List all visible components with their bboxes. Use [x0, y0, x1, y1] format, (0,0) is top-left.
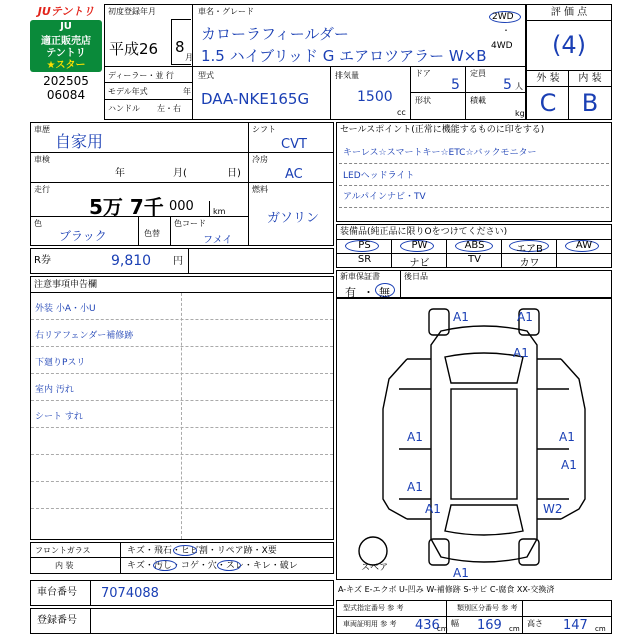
- mark-left-rear-door: A1: [407, 480, 423, 494]
- interior-label: 内 装: [55, 561, 74, 570]
- selling-point-1: キーレス☆スマートキー☆ETC☆バックモニター: [343, 148, 537, 158]
- recycle-label: R券: [34, 255, 51, 266]
- exterior-score: C: [539, 89, 557, 117]
- mark-right-rear-door: A1: [561, 458, 577, 472]
- logo-brand: JUテントリ: [30, 4, 102, 20]
- inspection-month: 月(: [173, 168, 187, 179]
- recycle-value: 9,810: [111, 253, 152, 269]
- load-label: 積載: [470, 96, 486, 105]
- mark-front-right: A1: [517, 310, 533, 324]
- mark-left-front-door: A1: [407, 430, 423, 444]
- glass-interior-box: [30, 542, 334, 574]
- width-unit: cm: [509, 625, 520, 633]
- mileage-label: 走行: [34, 185, 50, 194]
- load-unit: kg: [515, 109, 525, 118]
- capacity-label: 定員: [470, 69, 486, 78]
- warranty-no: 無: [379, 286, 390, 299]
- logo-line2: 適正販売店: [41, 36, 91, 47]
- note-line-2: 右リアフェンダー補修跡: [35, 331, 134, 341]
- equip-pw: PW: [411, 240, 428, 251]
- width-value: 169: [477, 618, 502, 633]
- note-line-1: 外装 小A・小U: [35, 304, 96, 314]
- equipment-label: 装備品(純正品に限りOをつけてください): [340, 227, 508, 237]
- glass-label: フロントガラス: [35, 546, 91, 555]
- grade-value: 1.5 ハイブリッド G エアロツアラー W×B: [201, 47, 487, 65]
- doors-value: 5: [451, 77, 460, 93]
- mileage-unit: km: [213, 207, 226, 216]
- equip-navi: ナビ: [409, 258, 430, 269]
- mark-right-front-door: A1: [559, 430, 575, 444]
- note-line-5: シート すれ: [35, 412, 83, 422]
- left-info-box: [30, 122, 334, 246]
- handle-label: ハンドル: [108, 104, 140, 113]
- note-line-4: 室内 汚れ: [35, 385, 74, 395]
- len-label2: 車両証明用 参 考: [343, 620, 397, 628]
- equip-airbag: エアB: [516, 244, 543, 255]
- cat-label: 類別区分番号 参 考: [457, 604, 518, 612]
- shape-label: 形状: [415, 96, 431, 105]
- logo: [30, 4, 102, 72]
- inspection-year: 年: [115, 168, 125, 179]
- drive-dot: ・: [502, 26, 510, 35]
- color-label: 色: [34, 219, 42, 228]
- car-outline: [337, 299, 611, 579]
- score-box: [526, 4, 612, 120]
- type-value: DAA-NKE165G: [201, 90, 310, 108]
- warranty-box: [336, 270, 612, 298]
- equip-leather: カワ: [519, 258, 540, 269]
- length-value: 436: [415, 618, 440, 633]
- color-code-label: 色コード: [174, 219, 206, 228]
- color-value: ブラック: [59, 229, 107, 243]
- mileage-000: 000: [169, 199, 194, 214]
- auction-number-bottom: 06084: [46, 88, 86, 102]
- warranty-label: 新車保証書: [340, 272, 380, 281]
- equip-tv: TV: [468, 254, 481, 265]
- model-year-label: モデル年式: [108, 87, 148, 96]
- color-change-label: 色替: [144, 229, 160, 238]
- interior-label: 内 装: [578, 73, 602, 84]
- height-label: 高さ: [527, 619, 543, 628]
- shift-value: CVT: [281, 137, 307, 152]
- damage-legend: A-キズ E-エクボ U-凹み W-補修跡 S-サビ C-腐食 XX-交換済: [338, 585, 555, 594]
- length-unit: cm: [437, 625, 448, 633]
- score-label: 評 価 点: [550, 7, 588, 18]
- mark-right-rear-fender: W2: [543, 502, 563, 516]
- carname-value: カローラフィールダー: [201, 25, 349, 43]
- dealer-label: ディーラー・並 行: [108, 71, 174, 80]
- selling-point-3: アルパインナビ・TV: [343, 192, 426, 202]
- reg-label: 初度登録年月: [108, 7, 156, 16]
- logo-line4: ★スター: [46, 60, 86, 71]
- drive-4wd: 4WD: [491, 41, 513, 51]
- chassis-box: [30, 580, 334, 606]
- height-value: 147: [563, 618, 588, 633]
- mark-hood: A1: [513, 346, 529, 360]
- interior-score: B: [581, 89, 599, 117]
- note-line-3: 下廻りPスリ: [35, 358, 86, 368]
- header-table: [104, 4, 526, 120]
- ac-value: AC: [285, 167, 303, 182]
- auction-number-top: 202505: [43, 74, 89, 88]
- equip-sr: SR: [357, 254, 372, 265]
- model-year-unit: 年: [183, 87, 191, 96]
- displacement-label: 排気量: [335, 71, 359, 80]
- displacement-value: 1500: [357, 89, 393, 105]
- handle-value: 左・右: [157, 104, 181, 113]
- equip-abs: ABS: [464, 240, 485, 251]
- auction-number: [26, 74, 106, 102]
- equip-aw: AW: [575, 240, 593, 251]
- equipment-box: [336, 224, 612, 268]
- fuel-value: ガソリン: [267, 211, 320, 226]
- mileage-value: 5万 7千: [89, 195, 164, 219]
- glass-items: キズ・飛石・ヒビ割・リペア跡・X要: [127, 546, 277, 556]
- chassis-value: 7074088: [101, 586, 159, 601]
- fuel-label: 燃料: [252, 185, 268, 194]
- capacity-value: 5: [503, 77, 512, 93]
- chassis-label: 車台番号: [37, 587, 77, 598]
- recycle-unit: 円: [173, 256, 183, 267]
- score-value: (4): [552, 31, 586, 59]
- dims-box: [336, 600, 612, 634]
- selling-points-box: [336, 122, 612, 222]
- width-label: 幅: [451, 619, 459, 628]
- registration-label: 登録番号: [37, 615, 77, 626]
- equip-ps: PS: [358, 240, 371, 251]
- exterior-label: 外 装: [536, 73, 560, 84]
- mark-rear-bumper: A1: [453, 566, 469, 579]
- mark-front-left: A1: [453, 310, 469, 324]
- reg-month-unit: 月: [185, 53, 193, 62]
- type-label: 型式: [198, 71, 214, 80]
- inspection-day: 日): [227, 168, 241, 179]
- height-unit: cm: [595, 625, 606, 633]
- doors-label: ドア: [415, 69, 431, 78]
- registration-box: [30, 608, 334, 634]
- mark-left-rear-fender: A1: [425, 502, 441, 516]
- displacement-unit: cc: [397, 108, 406, 117]
- spare-label: スペア: [361, 563, 389, 573]
- len-label: 型式指定番号 参 考: [343, 604, 404, 612]
- warranty-yes: 有: [345, 286, 356, 299]
- car-type-label: 車歴: [34, 125, 50, 134]
- logo-ju: JU: [60, 21, 72, 32]
- notes-label: 注意事項申告欄: [34, 280, 98, 290]
- carname-label: 車名・グレード: [198, 7, 254, 16]
- car-type-value: 自家用: [55, 132, 104, 151]
- recycle-box: [30, 248, 334, 274]
- logo-line3: テントリ: [46, 48, 86, 59]
- notes-box: [30, 276, 334, 540]
- reg-era: 平成26: [109, 40, 159, 58]
- date-label: 後日品: [404, 272, 428, 281]
- ac-label: 冷房: [252, 155, 268, 164]
- selling-points-label: セールスポイント(正常に機能するものに印をする): [340, 125, 545, 135]
- shift-label: シフト: [252, 125, 276, 134]
- selling-point-2: LEDヘッドライト: [343, 171, 415, 181]
- color-code-value: フメイ: [203, 235, 233, 246]
- capacity-unit: 人: [515, 82, 523, 91]
- inspection-label: 車検: [34, 155, 50, 164]
- drive-2wd: 2WD: [492, 12, 514, 22]
- reg-month: 8: [175, 38, 185, 56]
- interior-items: キズ・汚し・コゲ・穴・スレ・キレ・破レ: [127, 561, 298, 571]
- warranty-dot: ・: [363, 286, 374, 299]
- damage-diagram: [336, 298, 612, 580]
